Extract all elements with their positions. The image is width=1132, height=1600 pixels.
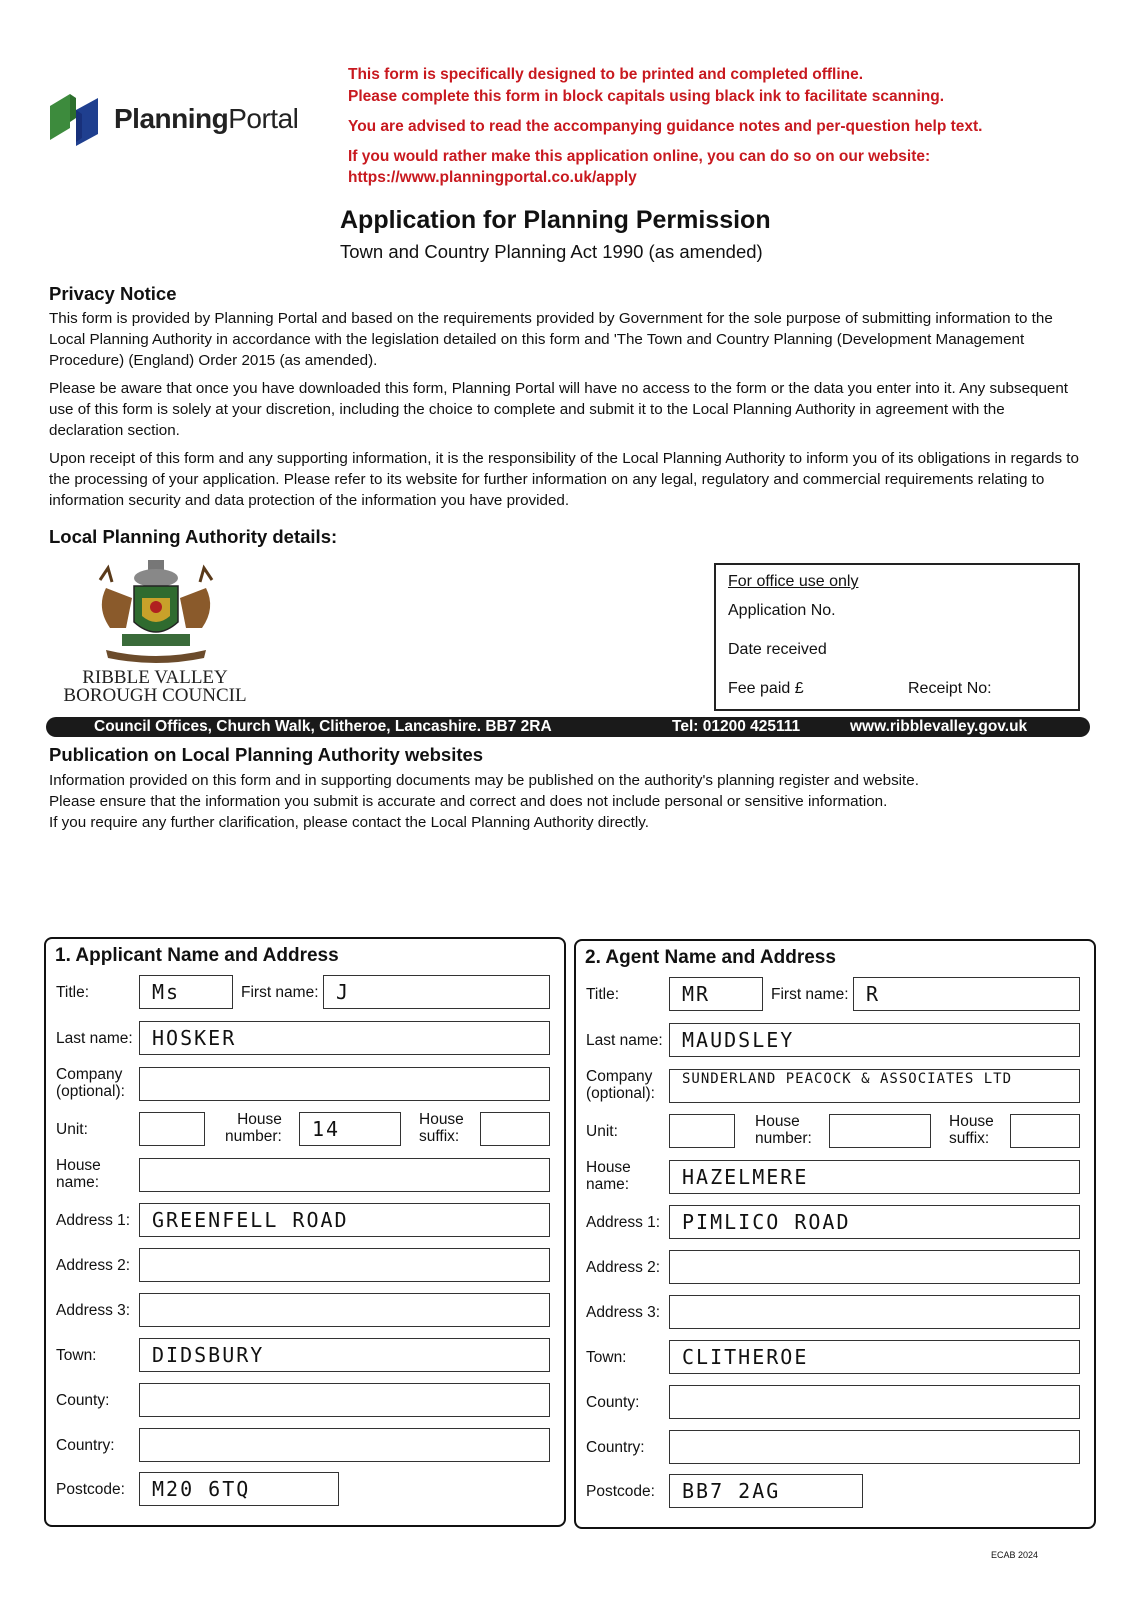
council-name-line-1: RIBBLE VALLEY xyxy=(82,667,228,688)
applicant-address3-label: Address 3: xyxy=(56,1302,131,1319)
applicant-address1-input[interactable]: GREENFELL ROAD xyxy=(139,1203,550,1237)
applicant-county-input[interactable] xyxy=(139,1383,550,1417)
office-use-title: For office use only xyxy=(728,573,859,590)
agent-last-name-input[interactable]: MAUDSLEY xyxy=(669,1023,1080,1057)
agent-first-name-input[interactable]: R xyxy=(853,977,1080,1011)
office-fee-paid-label: Fee paid £ xyxy=(728,680,804,697)
applicant-last-name-input[interactable]: HOSKER xyxy=(139,1021,550,1055)
office-use-box xyxy=(714,563,1080,711)
agent-unit-label: Unit: xyxy=(586,1123,618,1140)
agent-last-name-label: Last name: xyxy=(586,1032,663,1049)
applicant-unit-label: Unit: xyxy=(56,1121,88,1138)
publication-line-2: Please ensure that the information you submit is accurate and correct and does not include personal or sensitive information. xyxy=(49,793,888,810)
agent-house-suffix-input[interactable] xyxy=(1010,1114,1080,1148)
agent-house-name-label-line-1: House xyxy=(586,1159,631,1176)
agent-house-suffix-label-line-1: House xyxy=(949,1113,994,1130)
agent-address1-label: Address 1: xyxy=(586,1214,661,1231)
applicant-panel xyxy=(44,937,566,1527)
lpa-heading: Local Planning Authority details: xyxy=(49,526,338,547)
applicant-company-input[interactable] xyxy=(139,1067,550,1101)
agent-company-label-line-1: Company xyxy=(586,1068,653,1085)
applicant-town-label: Town: xyxy=(56,1347,97,1364)
agent-company-input[interactable]: SUNDERLAND PEACOCK & ASSOCIATES LTD xyxy=(669,1069,1080,1103)
notice-line-3: You are advised to read the accompanying guidance notes and per-question help text. xyxy=(348,118,983,135)
office-application-no-label: Application No. xyxy=(728,602,836,619)
privacy-paragraph-3: Upon receipt of this form and any supporting information, it is the responsibility of the Local Planning Authority to inform you of its obligations in regards to the processing of your application. Please refer to its website for further information on any legal, regulatory and commercial requirements relating to information security and data protection of the information you have provided. xyxy=(49,450,1079,509)
applicant-address2-label: Address 2: xyxy=(56,1257,131,1274)
applicant-last-name-label: Last name: xyxy=(56,1030,133,1047)
agent-address3-input[interactable] xyxy=(669,1295,1080,1329)
applicant-house-name-input[interactable] xyxy=(139,1158,550,1192)
applicant-house-name-label-line-1: House xyxy=(56,1157,101,1174)
council-contact-bar xyxy=(46,717,1090,737)
agent-house-number-label-line-1: House xyxy=(755,1113,800,1130)
applicant-house-name-label-line-2: name: xyxy=(56,1174,100,1191)
agent-country-input[interactable] xyxy=(669,1430,1080,1464)
agent-address2-input[interactable] xyxy=(669,1250,1080,1284)
applicant-house-suffix-label-line-1: House xyxy=(419,1111,464,1128)
agent-title-input[interactable]: MR xyxy=(669,977,763,1011)
applicant-company-label-line-2: (optional): xyxy=(56,1083,125,1100)
agent-address2-label: Address 2: xyxy=(586,1259,661,1276)
applicant-first-name-label: First name: xyxy=(241,984,319,1001)
privacy-heading: Privacy Notice xyxy=(49,283,177,304)
applicant-house-suffix-input[interactable] xyxy=(480,1112,550,1146)
notice-line-2: Please complete this form in block capitals using black ink to facilitate scanning. xyxy=(348,88,945,105)
notice-line-1: This form is specifically designed to be printed and completed offline. xyxy=(348,66,864,83)
agent-unit-input[interactable] xyxy=(669,1114,735,1148)
applicant-heading: 1. Applicant Name and Address xyxy=(55,945,339,966)
agent-house-name-label-line-2: name: xyxy=(586,1176,630,1193)
agent-company-label-line-2: (optional): xyxy=(586,1085,655,1102)
agent-panel xyxy=(574,939,1096,1529)
applicant-address1-label: Address 1: xyxy=(56,1212,131,1229)
applicant-house-name-label xyxy=(56,1157,101,1191)
council-address: Council Offices, Church Walk, Clitheroe, Lancashire. BB7 2RA xyxy=(94,718,552,735)
applicant-address3-input[interactable] xyxy=(139,1293,550,1327)
agent-house-number-input[interactable] xyxy=(829,1114,931,1148)
applicant-house-suffix-label xyxy=(419,1111,464,1145)
agent-first-name-label: First name: xyxy=(771,986,849,1003)
office-receipt-no-label: Receipt No: xyxy=(908,680,992,697)
publication-heading: Publication on Local Planning Authority websites xyxy=(49,744,484,765)
agent-address3-label: Address 3: xyxy=(586,1304,661,1321)
council-name-line-2: BOROUGH COUNCIL xyxy=(63,685,247,706)
agent-house-number-label xyxy=(755,1113,812,1147)
applicant-country-label: Country: xyxy=(56,1437,115,1454)
agent-country-label: Country: xyxy=(586,1439,645,1456)
agent-postcode-label: Postcode: xyxy=(586,1483,655,1500)
applicant-title-label: Title: xyxy=(56,984,90,1001)
council-website[interactable]: www.ribblevalley.gov.uk xyxy=(850,718,1028,735)
applicant-company-label xyxy=(56,1066,125,1100)
planning-portal-logo xyxy=(46,88,298,150)
applicant-house-number-input[interactable]: 14 xyxy=(299,1112,401,1146)
applicant-address2-input[interactable] xyxy=(139,1248,550,1282)
planning-portal-logo-icon xyxy=(46,88,104,150)
applicant-unit-input[interactable] xyxy=(139,1112,205,1146)
applicant-house-suffix-label-line-2: suffix: xyxy=(419,1128,460,1145)
agent-house-suffix-label-line-2: suffix: xyxy=(949,1130,990,1147)
footer-code: ECAB 2024 xyxy=(990,1550,1038,1560)
applicant-county-label: County: xyxy=(56,1392,110,1409)
agent-postcode-input[interactable]: BB7 2AG xyxy=(669,1474,863,1508)
council-name xyxy=(60,669,250,705)
applicant-house-number-label-line-1: House xyxy=(237,1111,282,1128)
agent-house-number-label-line-2: number: xyxy=(755,1130,812,1147)
privacy-paragraph-1: This form is provided by Planning Portal and based on the requirements provided by Government for the sole purpose of submitting information to the Local Planning Authority in accordance with the legislation detailed on this form and 'The Town and Country Planning (Development Management Procedure) (England) Order 2015 (as amended). xyxy=(49,310,1053,369)
applicant-town-input[interactable]: DIDSBURY xyxy=(139,1338,550,1372)
form-title: Application for Planning Permission xyxy=(340,206,771,234)
agent-county-input[interactable] xyxy=(669,1385,1080,1419)
office-date-received-label: Date received xyxy=(728,641,827,658)
applicant-first-name-input[interactable]: J xyxy=(323,975,550,1009)
council-crest-icon xyxy=(86,558,226,668)
agent-address1-input[interactable]: PIMLICO ROAD xyxy=(669,1205,1080,1239)
council-telephone: Tel: 01200 425111 xyxy=(672,718,801,735)
agent-company-label xyxy=(586,1068,655,1102)
applicant-postcode-label: Postcode: xyxy=(56,1481,125,1498)
applicant-title-input[interactable]: Ms xyxy=(139,975,233,1009)
agent-house-name-input[interactable]: HAZELMERE xyxy=(669,1160,1080,1194)
publication-line-3: If you require any further clarification, please contact the Local Planning Authority directly. xyxy=(49,814,649,831)
applicant-house-number-label xyxy=(225,1111,282,1145)
agent-heading: 2. Agent Name and Address xyxy=(585,947,836,968)
logo-text: PlanningPortal xyxy=(114,103,299,134)
applicant-house-number-label-line-2: number: xyxy=(225,1128,282,1145)
privacy-paragraph-2: Please be aware that once you have downloaded this form, Planning Portal will have no access to the form or the data you enter into it. Any subsequent use of this form is solely at your discretion, including the choice to complete and submit it to the Local Planning Authority in agreement with the declaration section. xyxy=(49,380,1069,439)
applicant-company-label-line-1: Company xyxy=(56,1066,123,1083)
agent-town-input[interactable]: CLITHEROE xyxy=(669,1340,1080,1374)
applicant-country-input[interactable] xyxy=(139,1428,550,1462)
agent-town-label: Town: xyxy=(586,1349,627,1366)
notice-line-4: If you would rather make this application online, you can do so on our website: xyxy=(348,148,931,165)
notice-url[interactable]: https://www.planningportal.co.uk/apply xyxy=(348,169,637,186)
form-subtitle: Town and Country Planning Act 1990 (as amended) xyxy=(340,241,763,262)
agent-house-name-label xyxy=(586,1159,631,1193)
agent-county-label: County: xyxy=(586,1394,640,1411)
agent-title-label: Title: xyxy=(586,986,620,1003)
applicant-postcode-input[interactable]: M20 6TQ xyxy=(139,1472,339,1506)
agent-house-suffix-label xyxy=(949,1113,994,1147)
publication-line-1: Information provided on this form and in supporting documents may be published on the authority's planning register and website. xyxy=(49,772,919,789)
